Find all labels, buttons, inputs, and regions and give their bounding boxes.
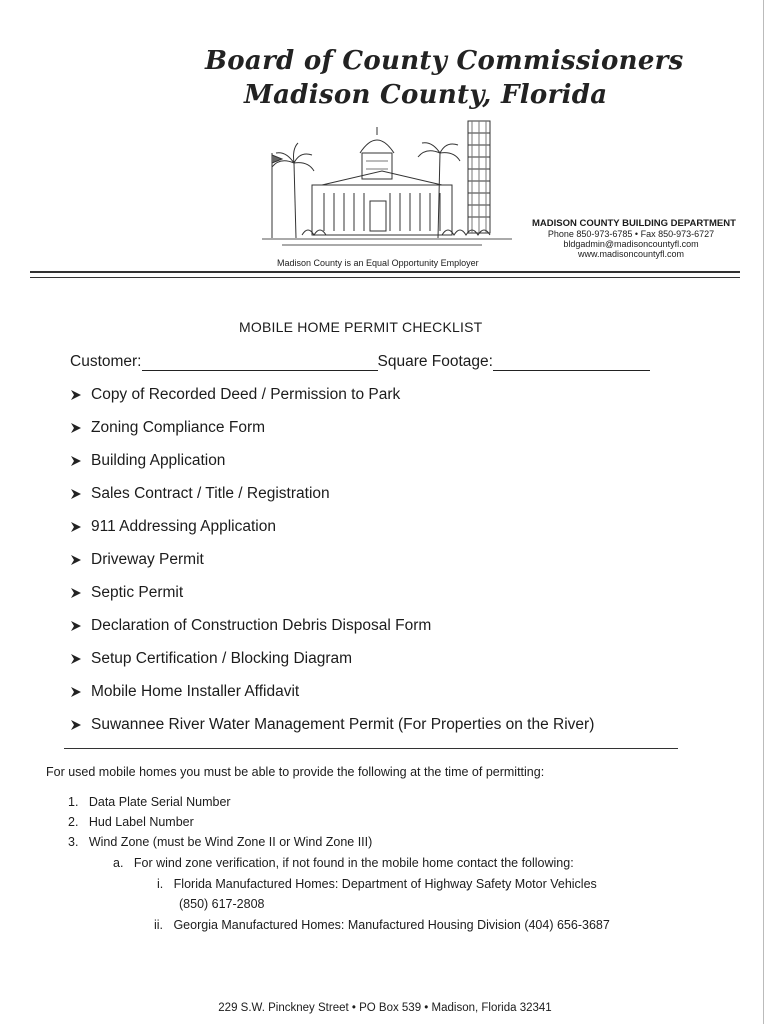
arrow-bullet-icon (70, 488, 82, 500)
checklist-item: Sales Contract / Title / Registration (70, 485, 330, 503)
used-item-3: 3. Wind Zone (must be Wind Zone II or Wind Zone III) (68, 835, 373, 849)
customer-row (70, 352, 650, 371)
header-title-line2: Madison County, Florida (244, 80, 608, 110)
department-email: bldgadmin@madisoncountyfl.com (563, 239, 699, 249)
customer-field[interactable] (142, 352, 378, 371)
header-title-line1: Board of County Commissioners (205, 46, 684, 76)
checklist-item: Building Application (70, 452, 225, 470)
arrow-bullet-icon (70, 686, 82, 698)
checklist-item: Suwannee River Water Management Permit (For Properties on the River) (70, 716, 594, 734)
checklist-item: Setup Certification / Blocking Diagram (70, 650, 352, 668)
arrow-bullet-icon (70, 587, 82, 599)
checklist-item: Zoning Compliance Form (70, 419, 265, 437)
arrow-bullet-icon (70, 653, 82, 665)
checklist-item: 911 Addressing Application (70, 518, 276, 536)
used-sub-i: i. Florida Manufactured Homes: Department of Highway Safety Motor Vehicles (157, 877, 597, 891)
department-name: MADISON COUNTY BUILDING DEPARTMENT (532, 218, 736, 229)
used-sub-ii: ii. Georgia Manufactured Homes: Manufactured Housing Division (404) 656-3687 (154, 918, 610, 932)
arrow-bullet-icon (70, 422, 82, 434)
courthouse-illustration (262, 113, 520, 257)
used-sub-i-phone: (850) 617-2808 (179, 897, 265, 911)
customer-label: Customer: (70, 353, 142, 370)
arrow-bullet-icon (70, 389, 82, 401)
arrow-bullet-icon (70, 554, 82, 566)
checklist-item: Copy of Recorded Deed / Permission to Park (70, 386, 400, 404)
arrow-bullet-icon (70, 719, 82, 731)
sqft-field[interactable] (493, 352, 650, 371)
checklist-item: Septic Permit (70, 584, 183, 602)
arrow-bullet-icon (70, 521, 82, 533)
page-edge (763, 0, 764, 1024)
arrow-bullet-icon (70, 620, 82, 632)
department-phone: Phone 850-973-6785 • Fax 850-973-6727 (547, 229, 715, 239)
checklist-item: Mobile Home Installer Affidavit (70, 683, 299, 701)
eoe-text: Madison County is an Equal Opportunity Employer (277, 258, 479, 268)
sqft-label: Square Footage: (377, 353, 493, 370)
form-title: MOBILE HOME PERMIT CHECKLIST (239, 319, 483, 335)
department-contact (532, 218, 736, 259)
used-item-1: 1. Data Plate Serial Number (68, 795, 231, 809)
checklist-item: Driveway Permit (70, 551, 204, 569)
used-sub-a: a. For wind zone verification, if not found in the mobile home contact the following: (113, 856, 574, 870)
header-rule-top (30, 271, 740, 273)
checklist-item: Declaration of Construction Debris Disposal Form (70, 617, 431, 635)
used-homes-intro: For used mobile homes you must be able to provide the following at the time of permitting: (46, 765, 545, 779)
header-rule-bottom (30, 277, 740, 278)
used-item-2: 2. Hud Label Number (68, 815, 194, 829)
section-separator (64, 748, 678, 749)
footer-address: 229 S.W. Pinckney Street • PO Box 539 • Madison, Florida 32341 (218, 1002, 552, 1014)
department-website: www.madisoncountyfl.com (577, 249, 685, 259)
arrow-bullet-icon (70, 455, 82, 467)
